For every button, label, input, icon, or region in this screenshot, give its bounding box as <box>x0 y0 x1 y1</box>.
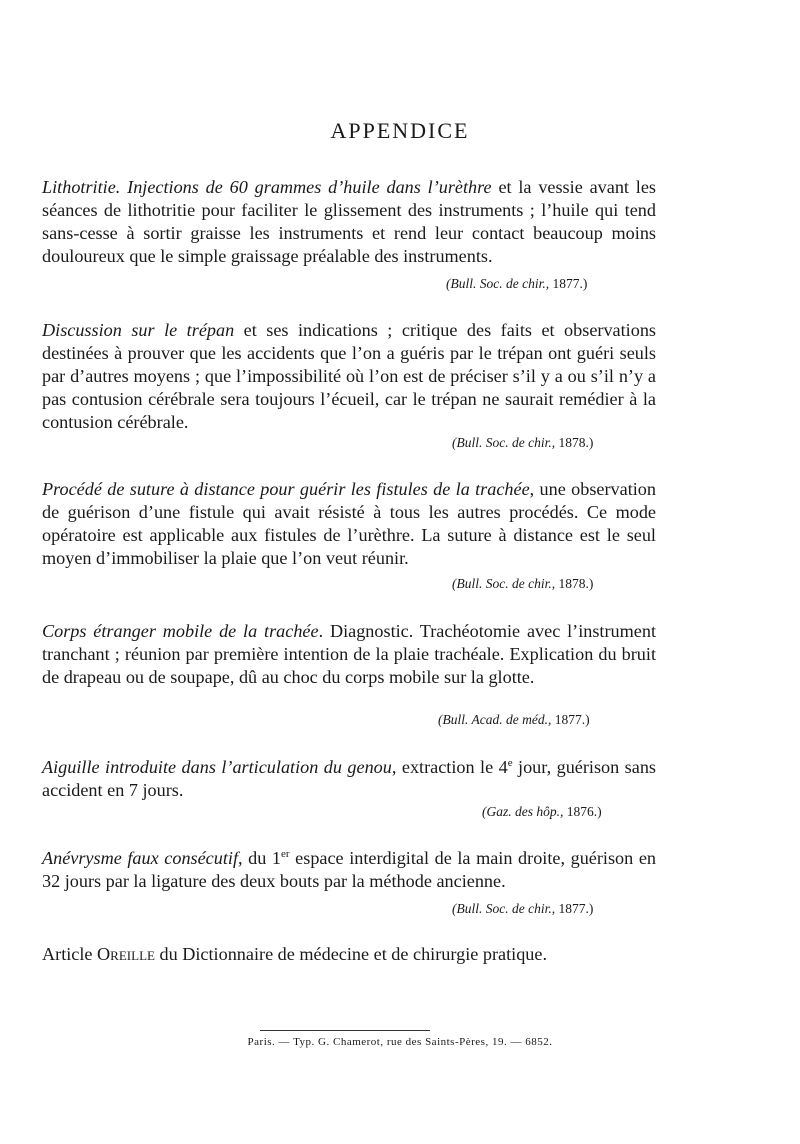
citation-year: 1877.) <box>555 901 594 916</box>
entry-citation <box>446 276 587 292</box>
citation-journal: (Bull. Soc. de chir., <box>452 901 556 916</box>
entry-lead: Lithotritie. Injections de 60 grammes d’huile dans l’urèthre <box>42 177 492 197</box>
ordinal-suffix: er <box>281 847 290 860</box>
entry-aiguille-genou <box>42 756 656 802</box>
ordinal-suffix: e <box>507 756 513 769</box>
entry-text: . Diagnostic. Trachéotomie avec l’instrument tranchant ; réunion par première intention de la plaie trachéale. Explication du bruit de drapeau ou de soupape, dû au choc du corps mobile sur la glotte. <box>42 621 656 687</box>
entry-suture-trachee <box>42 478 656 570</box>
entry-text: , extraction le 4 <box>391 757 508 777</box>
printer-imprint: Paris. — Typ. G. Chamerot, rue des Saints-Pères, 19. — 6852. <box>247 1036 553 1048</box>
citation-year: 1878.) <box>555 576 594 591</box>
citation-journal: (Bull. Soc. de chir., <box>452 576 556 591</box>
citation-year: 1877.) <box>551 712 590 727</box>
entry-text: et ses indications ; critique des faits et observations destinées à prouver que les accidents que l’on a guéris par le trépan ont guéri seuls par d’autres moyens ; que l’impossibilité où l’on est de préciser s’il y a ou s’il n’y a pas contusion cérébrale sera toujours l’écueil, car le trépan ne saurait remédier à la contusion cérébrale. <box>42 320 656 432</box>
citation-journal: (Gaz. des hôp., <box>482 804 564 819</box>
citation-year: 1878.) <box>555 435 594 450</box>
entry-lithotritie <box>42 176 656 268</box>
entry-citation <box>452 576 593 592</box>
entry-text: , du 1 <box>238 848 282 868</box>
entry-lead: Discussion sur le trépan <box>42 320 235 340</box>
article-reference <box>42 943 656 966</box>
citation-year: 1877.) <box>549 276 588 291</box>
entry-citation <box>452 435 593 451</box>
entry-citation <box>452 901 593 917</box>
article-prefix: Article <box>42 944 98 964</box>
citation-journal: (Bull. Soc. de chir., <box>446 276 550 291</box>
footer-rule <box>260 1030 430 1031</box>
article-word: Oreille <box>97 944 155 964</box>
entry-trepan <box>42 319 656 434</box>
entry-lead: Procédé de suture à distance pour guérir les fistules de la trachée <box>42 479 530 499</box>
entry-lead: Anévrysme faux consécutif <box>42 848 239 868</box>
entry-corps-etranger <box>42 620 656 689</box>
entry-anevrysme <box>42 847 656 893</box>
page-title: APPENDICE <box>330 118 470 143</box>
entry-citation <box>438 712 590 728</box>
entry-text: jour, guérison sans accident en 7 jours. <box>42 757 657 800</box>
entry-citation <box>482 804 602 820</box>
entry-lead: Aiguille introduite dans l’articulation du genou <box>42 757 392 777</box>
citation-journal: (Bull. Soc. de chir., <box>452 435 556 450</box>
citation-year: 1876.) <box>563 804 602 819</box>
article-suffix: du Dictionnaire de médecine et de chirurgie pratique. <box>154 944 548 964</box>
entry-lead: Corps étranger mobile de la trachée <box>42 621 319 641</box>
entry-text: et la vessie avant les séances de lithotritie pour faciliter le glissement des instruments ; l’huile qui tend sans-cesse à sortir graisse les instruments et rend leur contact beaucoup moins douloureux que le simple graissage préalable des instruments. <box>42 177 656 266</box>
entry-text: espace interdigital de la main droite, guérison en 32 jours par la ligature des deux bouts par la méthode ancienne. <box>42 848 656 891</box>
entry-text: , une observation de guérison d’une fistule qui avait résisté à tous les autres procédés. Ce mode opératoire est applicable aux fistules de l’urèthre. La suture à distance est le seul moyen d’immobiliser la plaie que l’on veut réunir. <box>42 479 656 568</box>
citation-journal: (Bull. Acad. de méd., <box>438 712 552 727</box>
